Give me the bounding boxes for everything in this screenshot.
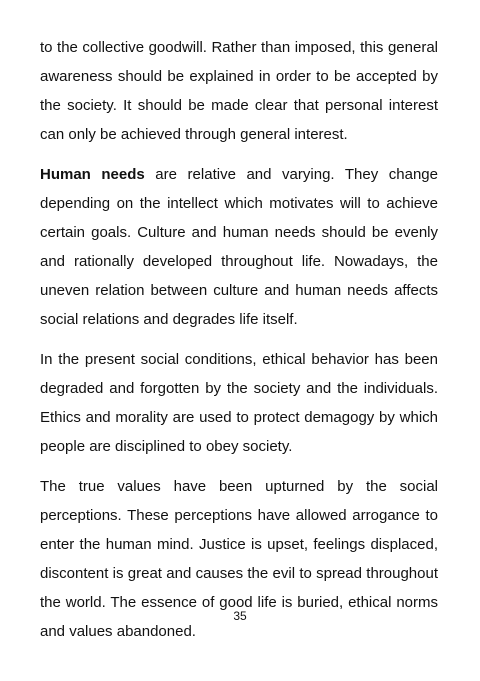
paragraph-1-text: to the collective goodwill. Rather than imposed, this general awareness should be explained in order to be accepted by the society. It should be made clear that personal interest can only be achieved through general interest. — [40, 39, 438, 143]
document-body — [40, 33, 438, 657]
page-number: 35 — [233, 609, 247, 623]
paragraph-1 — [40, 33, 438, 149]
paragraph-3 — [40, 345, 438, 461]
paragraph-3-text: In the present social conditions, ethical behavior has been degraded and forgotten by the society and the individuals. Ethics and morality are used to protect demagogy by which people are disciplined to obey society. — [40, 351, 438, 455]
paragraph-2 — [40, 160, 438, 334]
paragraph-2-text: are relative and varying. They change depending on the intellect which motivates will to achieve certain goals. Culture and human needs should be evenly and rationally developed throughout life. Nowadays, the uneven relation between culture and human needs affects social relations and degrades life itself. — [40, 166, 438, 328]
paragraph-2-lead: Human needs — [40, 166, 145, 183]
paragraph-4-text: The true values have been upturned by the social perceptions. These perceptions have allowed arrogance to enter the human mind. Justice is upset, feelings displaced, discontent is great and causes the evil to spread throughout the world. The essence of good life is buried, ethical norms and values abandoned. — [40, 478, 438, 640]
